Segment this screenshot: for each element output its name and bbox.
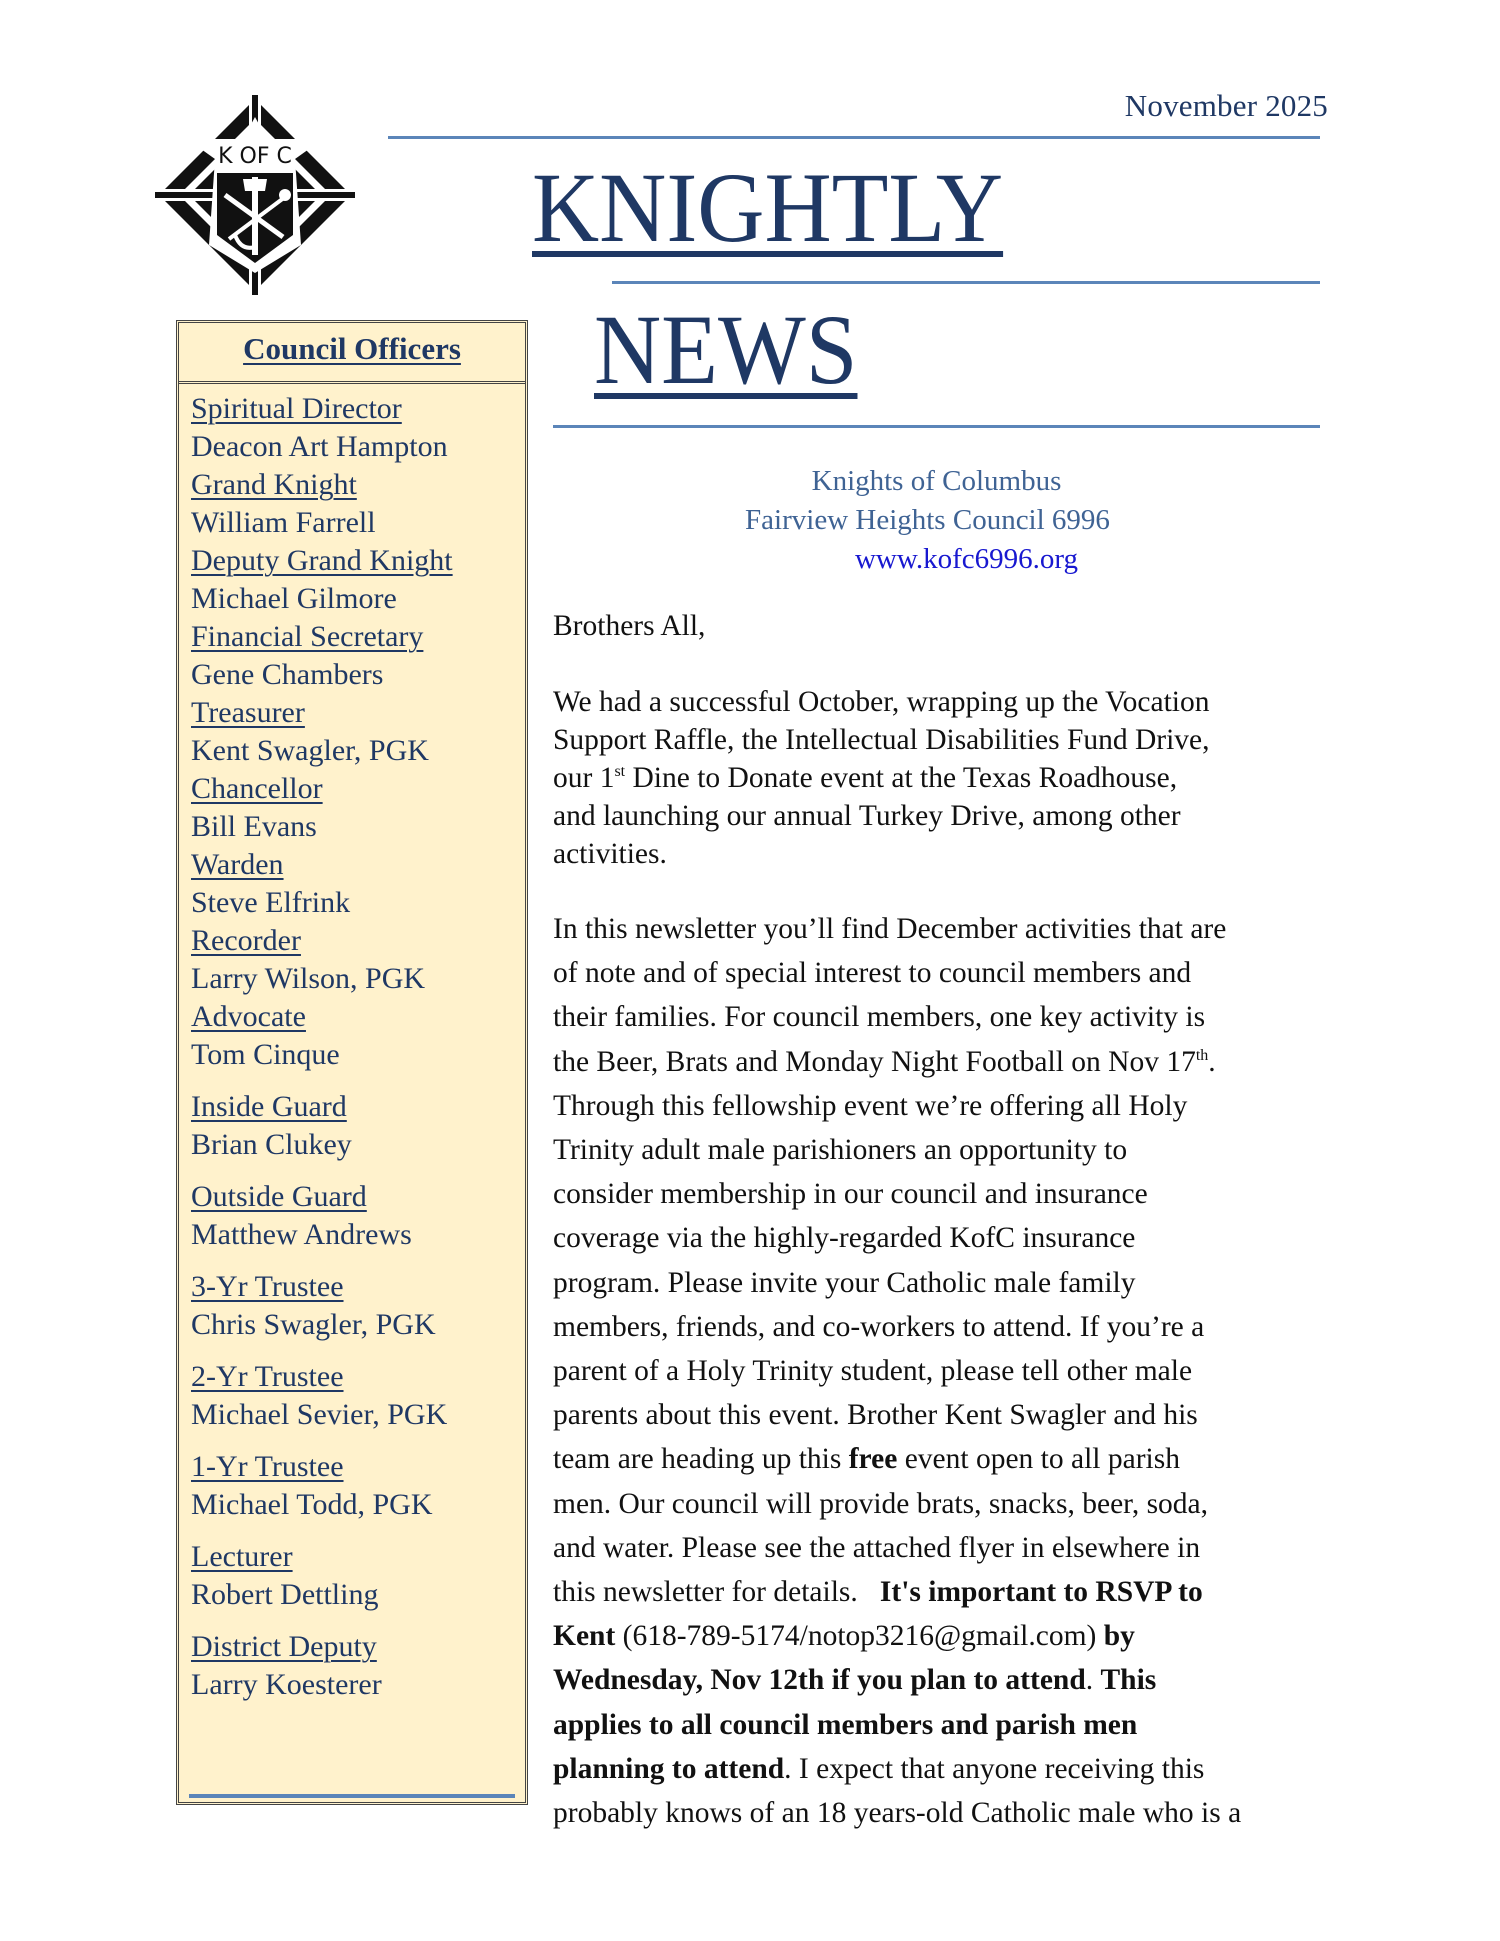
text-line: our 1st Dine to Donate event at the Texas Roadhouse, [553,762,1178,794]
officer-role: Spiritual Director [191,392,402,425]
text-line: consider membership in our council and insurance [553,1178,1148,1211]
text-line: activities. [553,838,667,870]
officer-entry [191,1448,525,1524]
text-line: of note and of special interest to council members and [553,957,1192,990]
text-line: coverage via the highly-regarded KofC insurance [553,1222,1136,1255]
text-line: members, friends, and co-workers to attend. If you’re a [553,1310,1205,1343]
officer-role: 1-Yr Trustee [191,1450,344,1483]
officer-name: Bill Evans [191,810,317,843]
rsvp-emphasis: It's important to RSVP to [879,1576,1203,1609]
issue-date: November 2025 [1124,88,1328,123]
text-line: their families. For council members, one key activity is [553,1001,1206,1034]
text-line: the Beer, Brats and Monday Night Football on Nov 17th. [553,1045,1216,1078]
council-name: Fairview Heights Council 6996 [745,504,1110,536]
kofc-emblem-icon [155,95,355,295]
officer-entry [191,466,525,542]
letter-greeting: Brothers All, [553,610,706,642]
officer-name: Gene Chambers [191,658,384,691]
letter-paragraph-2 [553,907,1333,1835]
officer-role: Advocate [191,1000,306,1033]
text-line: parents about this event. Brother Kent Swagler and his [553,1399,1198,1432]
organization-info [553,462,1320,579]
officer-entry [191,846,525,922]
text-line: We had a successful October, wrapping up the Vocation [553,686,1210,718]
text-line: Through this fellowship event we’re offering all Holy [553,1089,1188,1122]
officer-name: Michael Sevier, PGK [191,1398,448,1431]
officer-role: Recorder [191,924,301,957]
officer-name: Larry Koesterer [191,1668,382,1701]
org-name: Knights of Columbus [811,465,1062,497]
officer-role: 2-Yr Trustee [191,1360,344,1393]
officer-name: Michael Todd, PGK [191,1488,433,1521]
officer-name: Matthew Andrews [191,1218,412,1251]
officer-role: Grand Knight [191,468,357,501]
emphasis-free: free [848,1443,898,1476]
text-line: Support Raffle, the Intellectual Disabilities Fund Drive, [553,724,1210,756]
masthead-title-line2: NEWS [594,294,858,405]
svg-text:K OF C: K OF C [218,144,292,169]
text-line: men. Our council will provide brats, snacks, beer, soda, [553,1487,1209,1520]
officer-entry [191,1538,525,1614]
header-rule-middle [612,281,1320,284]
text-line: Kent (618-789-5174/notop3216@gmail.com) by [553,1620,1135,1653]
text-line: Trinity adult male parishioners an opportunity to [553,1134,1128,1167]
letter-paragraph-1 [553,683,1333,873]
website-link[interactable]: www.kofc6996.org [854,543,1079,575]
officer-entry [191,618,525,694]
officer-name: William Farrell [191,506,376,539]
text-line: probably knows of an 18 years-old Catholic male who is a [553,1797,1242,1830]
officer-entry [191,1268,525,1344]
text-line: program. Please invite your Catholic male family [553,1266,1136,1299]
officer-entry [191,1358,525,1434]
officer-role: Inside Guard [191,1090,347,1123]
text-line: applies to all council members and parish men [553,1708,1138,1741]
officer-role: Outside Guard [191,1180,367,1213]
officer-entry [191,770,525,846]
officer-name: Steve Elfrink [191,886,351,919]
officer-role: District Deputy [191,1630,377,1663]
officer-role: Treasurer [191,696,305,729]
officer-name: Kent Swagler, PGK [191,734,429,767]
officer-entry [191,542,525,618]
text-line: and launching our annual Turkey Drive, among other [553,800,1181,832]
officers-title: Council Officers [243,331,461,366]
header-rule-top [388,136,1320,139]
text-line: team are heading up this free event open to all parish [553,1443,1180,1476]
officer-entry [191,1628,525,1704]
text-line: and water. Please see the attached flyer in elsewhere in [553,1531,1201,1564]
officer-name: Brian Clukey [191,1128,352,1161]
text-line: planning to attend. I expect that anyone receiving this [553,1752,1205,1785]
officer-entry [191,922,525,998]
officers-header [179,323,525,384]
text-line: Wednesday, Nov 12th if you plan to attend. This [553,1664,1157,1697]
officer-entry [191,1178,525,1254]
officer-entry [191,998,525,1074]
officer-role: Deputy Grand Knight [191,544,453,577]
officer-name: Michael Gilmore [191,582,397,615]
officer-name: Chris Swagler, PGK [191,1308,436,1341]
officer-role: Warden [191,848,284,881]
officer-entry [191,694,525,770]
officer-name: Tom Cinque [191,1038,340,1071]
officer-entry [191,1088,525,1164]
rsvp-contact[interactable]: (618-789-5174/notop3216@gmail.com) [615,1620,1104,1653]
officers-list [179,384,525,1704]
officer-name: Larry Wilson, PGK [191,962,426,995]
officer-name: Deacon Art Hampton [191,430,448,463]
officer-role: Financial Secretary [191,620,424,653]
text-line: parent of a Holy Trinity student, please tell other male [553,1355,1193,1388]
officer-entry [191,390,525,466]
text-line: this newsletter for details. It's important to RSVP to [553,1576,1203,1609]
officer-role: Lecturer [191,1540,293,1573]
officers-bottom-rule [189,1794,515,1798]
masthead-title-line1: KNIGHTLY [532,152,1004,263]
council-officers-box [176,320,528,1805]
officer-name: Robert Dettling [191,1578,379,1611]
header-rule-bottom [553,425,1320,428]
text-line: In this newsletter you’ll find December activities that are [553,913,1227,945]
officer-role: Chancellor [191,772,323,805]
officer-role: 3-Yr Trustee [191,1270,344,1303]
